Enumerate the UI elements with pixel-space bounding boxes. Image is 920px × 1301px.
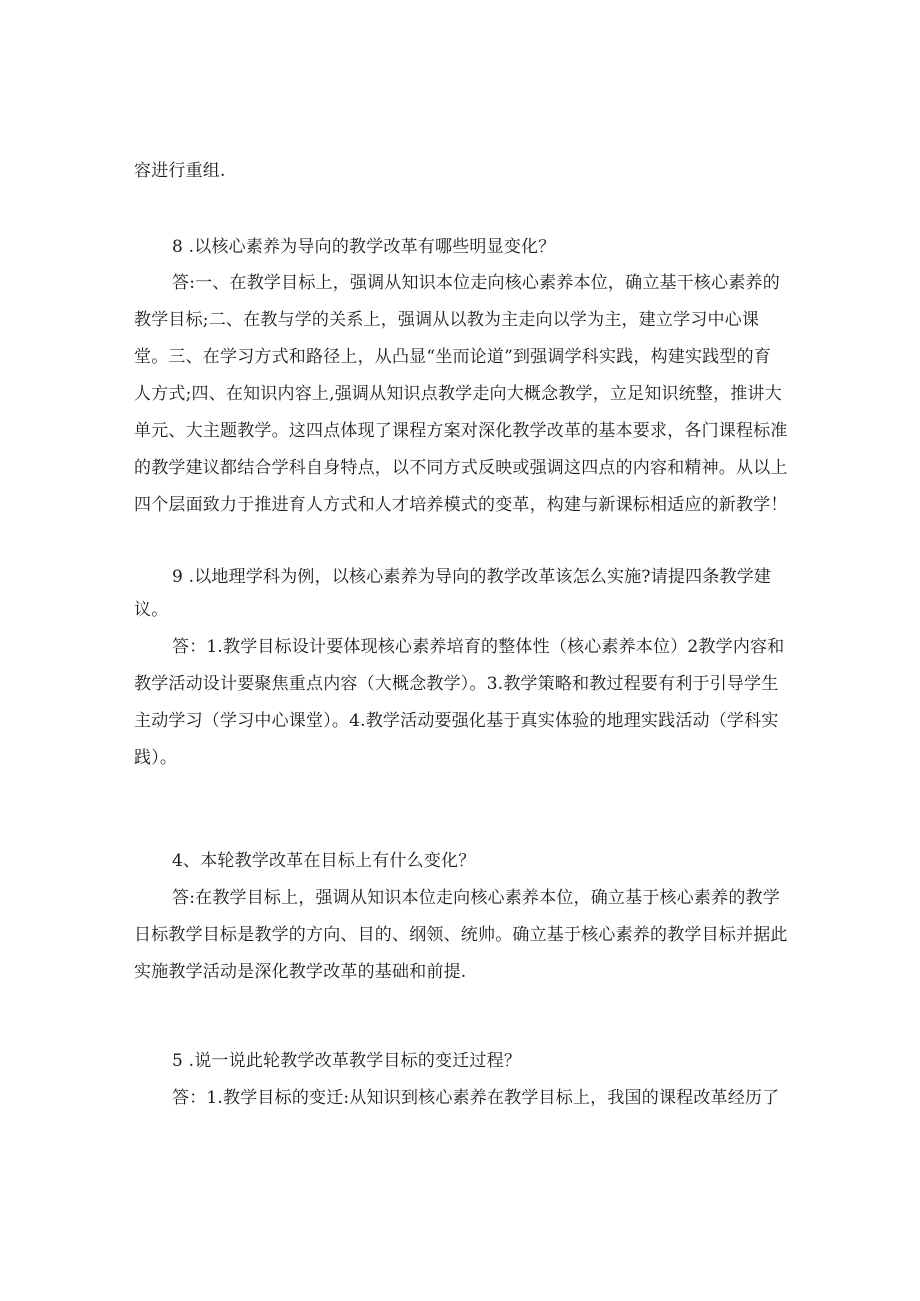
answer-4-line: 日标教学目标是教学的方向、目的、纲领、统帅。确立基于核心素养的教学目标并据此 xyxy=(134,925,788,945)
question-8: 8 .以核心素养为导向的教学改革有哪些明显变化？ xyxy=(172,237,556,257)
answer-5-line: 答：1.教学目标的变迁:从知识到核心素养在教学目标上，我国的课程改革经历了 xyxy=(172,1088,780,1108)
answer-9-line: 践）。 xyxy=(134,748,178,768)
answer-8-line: 人方式;四、在知识内容上,强调从知识点教学走向大概念教学，立足知识统整，推讲大 xyxy=(134,384,782,404)
answer-8-line: 答:一、在教学目标上，强调从知识本位走向核心素养本位，确立基干核心素养的 xyxy=(172,273,780,293)
answer-9-line: 主动学习（学习中心课堂）。4.教学活动要强化基于真实体验的地理实践活动（学科实 xyxy=(134,711,779,731)
answer-8-line: 单元、大主题教学。这四点体现了课程方案对深化教学改革的基本要求，各门课程标准 xyxy=(134,421,788,441)
answer-4-line: 答:在教学目标上，强调从知识本位走向核心素养本位，确立基于核心素养的教学 xyxy=(172,888,780,908)
question-5: 5 .说一说此轮教学改革教学目标的变迁过程？ xyxy=(172,1051,522,1071)
question-9-line: 议。 xyxy=(134,600,169,620)
answer-9-line: 答：1.教学目标设计要体现核心素养培育的整体性（核心素养本位）2教学内容和 xyxy=(172,637,785,657)
answer-8-line: 的教学建议都结合学科自身特点，以不同方式反映或强调这四点的内容和精神。从以上 xyxy=(134,458,788,478)
question-4: 4、本轮教学改革在目标上有什么变化？ xyxy=(172,851,476,871)
answer-8-line: 教学目标;二、在教与学的关系上，强调从以教为主走向以学为主，建立学习中心课 xyxy=(134,310,760,330)
continuation-line: 容进行重组. xyxy=(134,161,226,181)
answer-8-line: 四个层面致力于推进育人方式和人才培养模式的变革，构建与新课标相适应的新教学！ xyxy=(134,495,788,515)
answer-4-line: 实施教学活动是深化教学改革的基础和前提. xyxy=(134,962,467,982)
answer-8-line: 堂。三、在学习方式和路径上，从凸显“坐而论道”到强调学科实践，构建实践型的育 xyxy=(134,347,771,367)
answer-9-line: 教学活动设计要聚焦重点内容（大概念教学）。3.教学策略和教过程要有利于引导学生 xyxy=(134,674,779,694)
question-9-line: 9 .以地理学科为例，以核心素养为导向的教学改革该怎么实施?请提四条教学建 xyxy=(172,567,772,587)
